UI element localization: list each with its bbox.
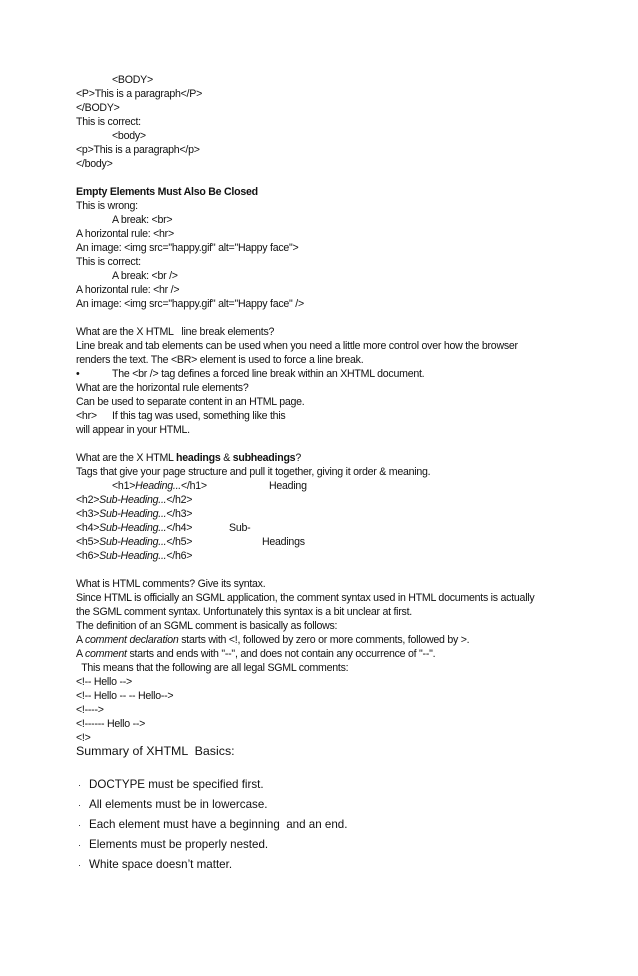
code-hr-tag: <hr> [76, 410, 97, 422]
code-h3 [76, 508, 192, 521]
summary-item [78, 777, 264, 793]
code-h3-close: </h3> [166, 508, 193, 520]
text-comment-rule-pre: A [76, 648, 85, 660]
code-comment-1: <!-- Hello --> [76, 676, 132, 688]
text-sgml-definition: The definition of an SGML comment is basically as follows: [76, 620, 338, 632]
text-sgml-1: Since HTML is officially an SGML application, the comment syntax used in HTML documents is actually [76, 592, 535, 604]
code-h6-close: </h6> [166, 550, 193, 562]
code-h5-text: Sub-Heading... [99, 536, 167, 548]
text-comment-declaration-term: comment declaration [84, 634, 179, 646]
text-legal-comments: This means that the following are all legal SGML comments: [76, 662, 349, 674]
bullet-dot-icon: · [78, 780, 81, 790]
question-comments: What is HTML comments? Give its syntax. [76, 578, 266, 590]
code-comment-2: <!-- Hello -- -- Hello--> [76, 690, 174, 702]
question-headings-amp: & [220, 452, 233, 464]
text-line-break-2: renders the text. The <BR> element is used to force a line break. [76, 354, 364, 366]
code-h2-open: <h2> [76, 494, 100, 506]
code-h1-text: Heading... [135, 480, 181, 492]
code-h2-text: Sub-Heading... [99, 494, 167, 506]
summary-item [78, 837, 268, 853]
code-break-wrong: A break: <br> [112, 214, 173, 226]
text-sgml-2: the SGML comment syntax. Unfortunately this syntax is a bit unclear at first. [76, 606, 412, 618]
question-headings-bold-2: subheadings [232, 452, 296, 464]
text-comment-declaration [76, 634, 469, 647]
summary-item [78, 817, 347, 833]
code-h6-text: Sub-Heading... [99, 550, 167, 562]
bullet-dot-icon: · [78, 800, 81, 810]
code-body-open-upper: <BODY> [112, 74, 153, 86]
code-img-correct: An image: <img src="happy.gif" alt="Happy face" /> [76, 298, 304, 310]
label-sub: Sub- [229, 522, 251, 534]
code-comment-4: <!------ Hello --> [76, 718, 146, 730]
text-this-is-wrong: This is wrong: [76, 200, 138, 212]
summary-item-text: All elements must be in lowercase. [89, 798, 268, 811]
text-this-is-correct-2: This is correct: [76, 256, 141, 268]
code-h4-close: </h4> [166, 522, 193, 534]
code-break-correct: A break: <br /> [112, 270, 178, 282]
code-h5-close: </h5> [166, 536, 193, 548]
text-hr-appear: will appear in your HTML. [76, 424, 190, 436]
summary-title: Summary of XHTML Basics: [76, 744, 235, 758]
code-h4-text: Sub-Heading... [99, 522, 167, 534]
code-hr-wrong: A horizontal rule: <hr> [76, 228, 174, 240]
code-body-open: <body> [112, 130, 146, 142]
bullet-dot-icon: · [78, 820, 81, 830]
code-h4 [76, 522, 192, 535]
code-h4-open: <h4> [76, 522, 100, 534]
summary-item-text: Each element must have a beginning and an end. [89, 818, 348, 831]
code-h2-close: </h2> [166, 494, 193, 506]
code-h1-open: <h1> [112, 480, 136, 492]
code-img-wrong: An image: <img src="happy.gif" alt="Happy face"> [76, 242, 299, 254]
text-comment-declaration-post: starts with <!, followed by zero or more comments, followed by >. [178, 634, 470, 646]
question-headings-bold-1: headings [176, 452, 221, 464]
code-paragraph-upper: <P>This is a paragraph</P> [76, 88, 203, 100]
question-headings [76, 452, 301, 465]
code-h5-open: <h5> [76, 536, 100, 548]
text-comment-rule-post: starts and ends with "--", and does not contain any occurrence of "--". [126, 648, 436, 660]
code-body-close-upper: </BODY> [76, 102, 120, 114]
text-this-is-correct: This is correct: [76, 116, 141, 128]
text-hr-example: If this tag was used, something like this [112, 410, 286, 422]
code-hr-correct: A horizontal rule: <hr /> [76, 284, 180, 296]
text-line-break-1: Line break and tab elements can be used when you need a little more control over how the browser [76, 340, 518, 352]
text-br-definition: The <br /> tag defines a forced line break within an XHTML document. [112, 368, 425, 380]
code-h1-close: </h1> [180, 480, 207, 492]
summary-item [78, 797, 268, 813]
summary-item-text: White space doesn’t matter. [89, 858, 233, 871]
summary-item-text: DOCTYPE must be specified first. [89, 778, 264, 791]
text-headings-tags: Tags that give your page structure and pull it together, giving it order & meaning. [76, 466, 431, 478]
code-comment-5: <!> [76, 732, 91, 744]
summary-item [78, 857, 232, 873]
text-hr-separate: Can be used to separate content in an HTML page. [76, 396, 305, 408]
bullet-dot-icon: · [78, 860, 81, 870]
code-h3-open: <h3> [76, 508, 100, 520]
question-horizontal-rule: What are the horizontal rule elements? [76, 382, 249, 394]
code-h6-open: <h6> [76, 550, 100, 562]
question-headings-post: ? [295, 452, 301, 464]
bullet-glyph: • [76, 368, 80, 380]
heading-empty-elements: Empty Elements Must Also Be Closed [76, 186, 258, 198]
code-paragraph: <p>This is a paragraph</p> [76, 144, 200, 156]
text-comment-rule [76, 648, 435, 661]
label-heading: Heading [269, 480, 307, 492]
code-h1 [112, 480, 207, 493]
code-h2 [76, 494, 192, 507]
text-comment-declaration-pre: A [76, 634, 85, 646]
code-h6 [76, 550, 192, 563]
question-line-break: What are the X HTML line break elements? [76, 326, 275, 338]
code-body-close: </body> [76, 158, 113, 170]
label-headings: Headings [262, 536, 305, 548]
question-headings-pre: What are the X HTML [76, 452, 176, 464]
bullet-dot-icon: · [78, 840, 81, 850]
code-h3-text: Sub-Heading... [99, 508, 167, 520]
code-h5 [76, 536, 192, 549]
text-comment-rule-term: comment [84, 648, 127, 660]
summary-item-text: Elements must be properly nested. [89, 838, 269, 851]
code-comment-3: <!----> [76, 704, 104, 716]
